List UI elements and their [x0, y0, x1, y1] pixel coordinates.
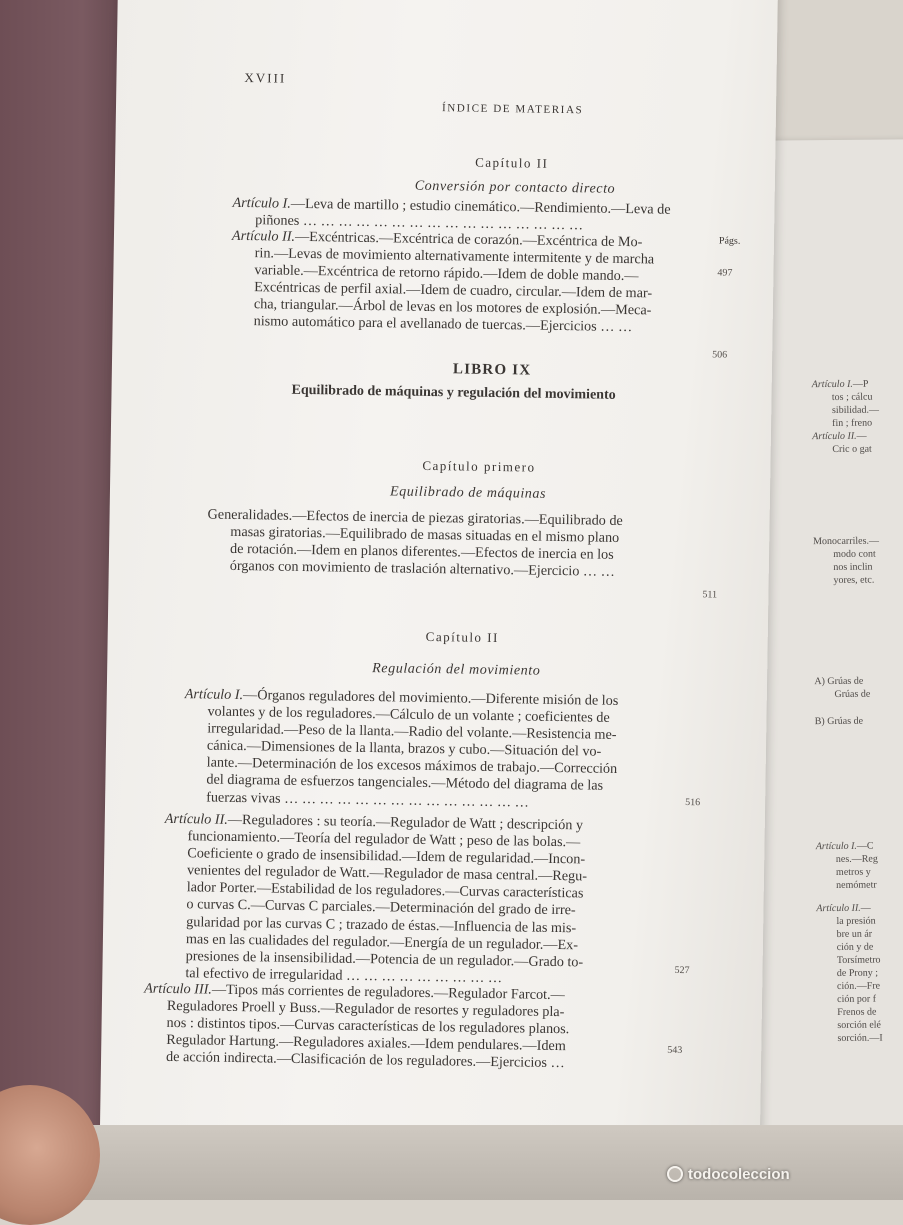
- facing-page-fragment: [815, 715, 863, 728]
- facing-page-line: Grúas de: [834, 688, 871, 700]
- entry-line: volantes y de los reguladores.—Cálculo de un volante ; coeficientes de: [207, 703, 610, 726]
- facing-page-line: B) Grúas de: [814, 715, 864, 728]
- book-subtitle: Equilibrado de máquinas y regulación del movimiento: [291, 382, 616, 403]
- entry-line: nismo automático para el avellanado de tuercas.—Ejercicios … …: [253, 313, 633, 336]
- chapter-subtitle: Conversión por contacto directo: [414, 178, 616, 197]
- entry-line: o curvas C.—Curvas C parciales.—Determinación del grado de irre-: [186, 896, 576, 919]
- entry-line: Artículo I.—Órganos reguladores del movimiento.—Diferente misión de los: [184, 686, 619, 709]
- facing-page-line: ción.—Fre: [836, 980, 881, 992]
- entry-line: presiones de la insensibilidad.—Potencia de un regulador.—Grado to-: [185, 947, 584, 971]
- entry-article-label: Artículo III.: [144, 980, 213, 998]
- entry-line: de acción indirecta.—Clasificación de los reguladores.—Ejercicios …: [165, 1049, 565, 1072]
- book-bottom-edge: [0, 1125, 903, 1200]
- facing-page-line: bre un ár: [836, 928, 873, 940]
- index-entry: [231, 228, 655, 337]
- entry-line: variable.—Excéntrica de retorno rápido.—Idem de doble mando.—: [254, 262, 639, 285]
- entry-line: Generalidades.—Efectos de inercia de piezas giratorias.—Equilibrado de: [207, 506, 623, 529]
- facing-page-fragment: [812, 430, 872, 457]
- facing-page-fragment: [816, 840, 878, 893]
- facing-page-line: nos inclin: [833, 561, 873, 573]
- entry-line: nos : distintos tipos.—Curvas características de los reguladores planos.: [166, 1015, 570, 1038]
- entry-line: cha, triangular.—Árbol de levas en los motores de explosión.—Meca-: [253, 296, 652, 319]
- entry-line: tal efectivo de irregularidad … … … … … … … … …: [185, 965, 503, 986]
- facing-page-line: A) Grúas de: [814, 675, 864, 688]
- entry-line: rin.—Levas de movimiento alternativamente intermitente y de marcha: [254, 245, 655, 268]
- page-reference: 543: [667, 1044, 683, 1056]
- entry-line: Reguladores Proell y Buss.—Regulador de resortes y reguladores pla-: [166, 997, 565, 1021]
- entry-line: gularidad por las curvas C ; trazado de éstas.—Influencia de las mis-: [186, 913, 577, 936]
- entry-line: Artículo III.—Tipos más corrientes de reguladores.—Regulador Farcot.—: [144, 980, 565, 1004]
- facing-page-line: de Prony ;: [836, 967, 879, 979]
- facing-page-line: nes.—Reg: [835, 853, 878, 865]
- page-reference: 516: [685, 797, 701, 809]
- index-entry: [162, 811, 588, 989]
- entry-line: venientes del regulador de Watt.—Regulador de masa central.—Regu-: [186, 862, 588, 885]
- page-reference: 511: [702, 589, 718, 601]
- chapter-subtitle: Regulación del movimiento: [372, 661, 541, 679]
- index-entry: [207, 506, 623, 581]
- entry-line: de rotación.—Idem en planos diferentes.—Efectos de inercia en los: [229, 541, 614, 564]
- entry-line: funcionamiento.—Teoría del regulador de Watt ; peso de las bolas.—: [187, 828, 581, 851]
- page-number: XVIII: [244, 69, 287, 86]
- entry-line: masas giratorias.—Equilibrado de masas situadas en el mismo plano: [230, 523, 620, 547]
- facing-page-line: ción por f: [837, 993, 877, 1005]
- page-reference: 527: [674, 964, 690, 977]
- entry-line: Coeficiente o grado de insensibilidad.—Idem de regularidad.—Incon-: [187, 845, 586, 868]
- entry-line: mas en las cualidades del regulador.—Energía de un regulador.—Ex-: [185, 930, 579, 954]
- entry-line: cánica.—Dimensiones de la llanta, brazos y cubo.—Situación del vo-: [206, 737, 602, 760]
- entry-article-label: Artículo II.: [231, 227, 296, 245]
- facing-page-line: Cric o gat: [832, 443, 872, 455]
- facing-page-line: ción y de: [836, 941, 874, 953]
- index-entry: [143, 981, 570, 1073]
- facing-page-line: Artículo I.—C: [815, 840, 874, 853]
- entry-line: Excéntricas de perfil axial.—Idem de cuadro, circular.—Idem de mar-: [254, 279, 653, 302]
- facing-page-line: la presión: [836, 915, 876, 927]
- chapter-heading: Capítulo II: [475, 154, 549, 171]
- entry-line: lador Porter.—Estabilidad de los reguladores.—Curvas características: [186, 879, 584, 902]
- facing-page-line: Monocarriles.—: [813, 535, 880, 548]
- facing-page-fragment: [816, 902, 883, 1046]
- watermark-text: todocoleccion: [688, 1166, 790, 1183]
- entry-line: Artículo II.—Reguladores : su teoría.—Regulador de Watt ; descripción y: [164, 810, 584, 834]
- entry-line: lante.—Determinación de los excesos máximos de trabajo.—Corrección: [206, 754, 618, 778]
- chapter-heading: Capítulo primero: [422, 457, 536, 475]
- facing-page-line: sibilidad.—: [831, 404, 879, 416]
- facing-page-line: fin ; freno: [832, 417, 873, 429]
- facing-page-line: modo cont: [833, 548, 876, 560]
- entry-line: Regulador Hartung.—Reguladores axiales.—Idem pendulares.—Idem: [166, 1032, 566, 1055]
- facing-page-fragment: [812, 378, 879, 431]
- facing-page-line: sorción elé: [837, 1019, 882, 1031]
- entry-line: del diagrama de esfuerzos tangenciales.—Método del diagrama de las: [206, 771, 604, 795]
- facing-page-line: Artículo II.—: [816, 902, 871, 915]
- entry-line: irregularidad.—Peso de la llanta.—Radio del volante.—Resistencia me-: [207, 720, 617, 744]
- chapter-heading: Capítulo II: [425, 628, 500, 646]
- facing-page-line: tos ; cálcu: [831, 391, 873, 403]
- pages-column-label: Págs.: [718, 235, 741, 247]
- watermark-logo-icon: [667, 1166, 683, 1182]
- facing-page-line: Artículo II.—: [812, 430, 867, 443]
- facing-page-fragment: [814, 675, 870, 701]
- facing-page-line: yores, etc.: [833, 574, 875, 586]
- entry-line: Artículo II.—Excéntricas.—Excéntrica de corazón.—Excéntrica de Mo-: [231, 227, 643, 251]
- facing-page-line: sorción.—I: [837, 1032, 883, 1044]
- entry-line: piñones … … … … … … … … … … … … … … … …: [255, 212, 584, 234]
- entry-article-label: Artículo II.: [164, 810, 228, 828]
- index-page: [100, 0, 778, 1140]
- facing-page-line: metros y: [835, 866, 871, 878]
- page-header: ÍNDICE DE MATERIAS: [441, 102, 584, 117]
- chapter-subtitle: Equilibrado de máquinas: [389, 484, 547, 502]
- entry-article-label: Artículo I.: [232, 194, 291, 212]
- entry-article-label: Artículo I.: [184, 686, 244, 704]
- facing-page-fragment: [813, 535, 879, 588]
- page-reference: 497: [717, 267, 733, 279]
- page-reference: 506: [712, 349, 728, 361]
- facing-page-line: nemómetr: [836, 879, 877, 891]
- entry-line: Artículo I.—Leva de martillo ; estudio cinemático.—Rendimiento.—Leva de: [232, 194, 671, 218]
- facing-page-line: Frenos de: [837, 1006, 877, 1018]
- entry-line: fuerzas vivas … … … … … … … … … … … … … …: [206, 789, 529, 811]
- book-heading: LIBRO IX: [452, 361, 532, 379]
- facing-page-line: Torsímetro: [836, 954, 881, 966]
- entry-line: órganos con movimiento de traslación alternativo.—Ejercicio … …: [229, 558, 615, 581]
- index-entry: [183, 686, 618, 812]
- facing-page-line: Artículo I.—P: [811, 378, 869, 391]
